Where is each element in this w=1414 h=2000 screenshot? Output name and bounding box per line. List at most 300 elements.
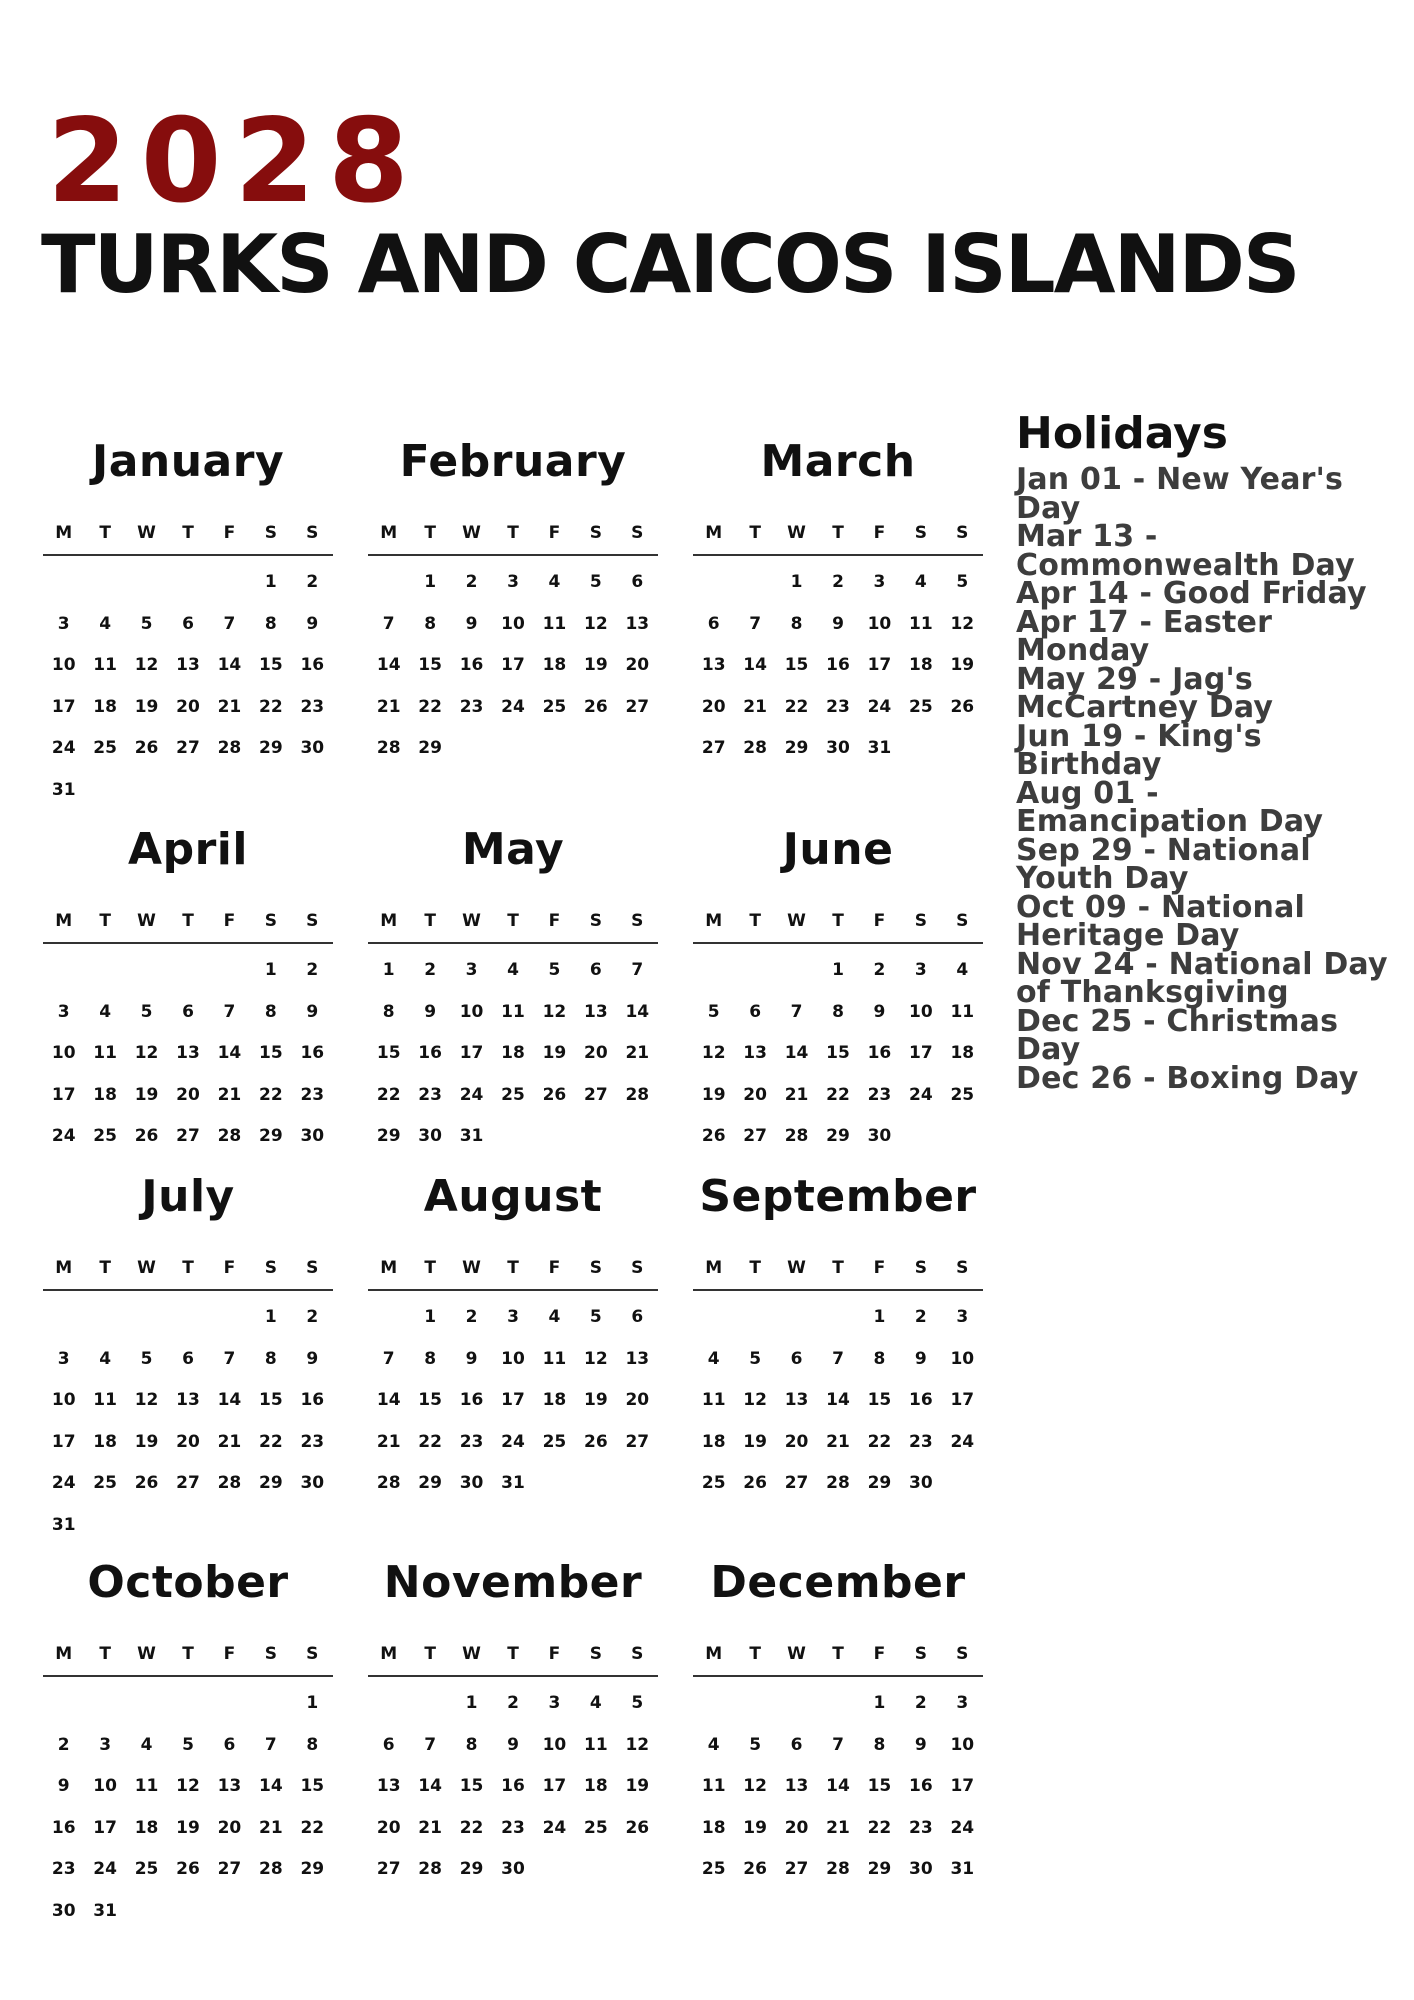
day-cell: 5 xyxy=(749,1734,762,1755)
month-name: September xyxy=(699,1171,977,1222)
day-cell: 19 xyxy=(743,1817,767,1838)
day-cell: 1 xyxy=(264,572,277,592)
day-cell: 12 xyxy=(625,1734,650,1755)
day-cell: 27 xyxy=(784,1859,809,1879)
empty-cell xyxy=(84,570,125,612)
day-cell: 4 xyxy=(548,572,561,592)
weekday-label: F xyxy=(548,911,561,931)
day-cell: 26 xyxy=(542,1084,567,1105)
day-cell: 3 xyxy=(57,613,70,634)
holiday-item: Jun 19 - King's Birthday xyxy=(1016,718,1262,782)
day-cell: 22 xyxy=(259,696,283,717)
month-name: November xyxy=(383,1557,643,1608)
day-cell: 16 xyxy=(867,1043,892,1063)
empty-cell xyxy=(776,1305,817,1347)
month-june xyxy=(693,824,983,1166)
day-cell: 11 xyxy=(93,655,117,675)
day-cell: 27 xyxy=(176,1473,200,1493)
weekday-label: F xyxy=(223,1258,236,1278)
day-cell: 3 xyxy=(956,1693,969,1713)
day-cell: 27 xyxy=(625,1431,650,1452)
day-cell: 8 xyxy=(264,613,277,634)
day-cell: 19 xyxy=(584,1390,608,1410)
day-cell: 20 xyxy=(584,1043,608,1063)
holiday-item: Nov 24 - National Day of Thanksgiving xyxy=(1016,946,1388,1010)
day-cell: 18 xyxy=(701,1431,726,1452)
weekday-label: S xyxy=(264,523,277,543)
day-cell: 21 xyxy=(625,1043,650,1063)
day-cell: 18 xyxy=(542,655,567,675)
day-cell: 2 xyxy=(306,960,319,980)
day-cell: 11 xyxy=(93,1043,117,1063)
month-october xyxy=(43,1557,333,1940)
day-cell: 6 xyxy=(182,613,194,634)
day-cell: 22 xyxy=(784,696,809,717)
day-cell: 17 xyxy=(501,1390,525,1410)
day-cell: 13 xyxy=(625,613,650,634)
empty-cell xyxy=(167,1691,208,1733)
weekday-label: T xyxy=(424,1258,436,1278)
day-cell: 7 xyxy=(424,1734,437,1755)
day-cell: 10 xyxy=(909,1001,933,1022)
day-cell: 23 xyxy=(867,1084,892,1105)
day-cell: 14 xyxy=(376,655,401,675)
day-cell: 15 xyxy=(459,1776,484,1796)
day-cell: 20 xyxy=(625,655,650,675)
day-cell: 1 xyxy=(873,1307,886,1327)
day-cell: 31 xyxy=(93,1900,117,1921)
day-cell: 7 xyxy=(631,960,644,980)
day-cell: 25 xyxy=(950,1084,975,1105)
weekday-label: F xyxy=(223,1644,236,1664)
day-cell: 26 xyxy=(584,1431,608,1452)
weekday-label: T xyxy=(182,1644,194,1664)
day-cell: 5 xyxy=(589,572,602,592)
weekday-label: W xyxy=(787,1258,806,1278)
day-cell: 12 xyxy=(584,613,608,634)
day-cell: 1 xyxy=(382,960,395,980)
month-name: March xyxy=(760,436,916,487)
weekday-label: T xyxy=(507,523,519,543)
weekday-label: T xyxy=(507,1644,519,1664)
day-cell: 3 xyxy=(57,1348,70,1369)
day-cell: 7 xyxy=(832,1348,844,1369)
day-cell: 3 xyxy=(99,1734,112,1755)
weekday-label: W xyxy=(462,1644,481,1664)
day-cell: 5 xyxy=(956,572,969,592)
weekday-header xyxy=(693,1260,983,1291)
day-cell: 26 xyxy=(743,1473,767,1493)
month-name: August xyxy=(423,1171,603,1222)
day-cell: 8 xyxy=(790,613,803,634)
day-cell: 11 xyxy=(93,1390,117,1410)
day-cell: 15 xyxy=(418,655,442,675)
day-cell: 1 xyxy=(264,960,277,980)
day-cell: 12 xyxy=(176,1776,200,1796)
day-cell: 6 xyxy=(382,1734,395,1755)
day-cell: 13 xyxy=(176,1390,200,1410)
weekday-header xyxy=(43,525,333,556)
day-cell: 6 xyxy=(182,1348,194,1369)
day-grid xyxy=(368,944,658,1166)
weekday-label: T xyxy=(507,911,519,931)
day-cell: 26 xyxy=(701,1126,726,1146)
empty-cell xyxy=(43,958,84,1000)
day-cell: 19 xyxy=(584,655,608,675)
day-cell: 10 xyxy=(93,1776,117,1796)
day-cell: 17 xyxy=(93,1817,117,1838)
weekday-label: M xyxy=(55,1258,73,1278)
weekday-label: F xyxy=(548,523,561,543)
weekday-label: S xyxy=(914,1644,927,1664)
weekday-label: M xyxy=(380,523,398,543)
day-cell: 26 xyxy=(176,1859,200,1879)
weekday-label: S xyxy=(306,911,319,931)
day-cell: 16 xyxy=(459,1390,484,1410)
day-cell: 18 xyxy=(93,1084,117,1105)
day-cell: 25 xyxy=(93,1473,117,1493)
weekday-header xyxy=(43,1646,333,1677)
day-cell: 16 xyxy=(909,1390,933,1410)
day-cell: 19 xyxy=(134,1431,159,1452)
day-cell: 7 xyxy=(223,613,236,634)
day-cell: 5 xyxy=(749,1348,762,1369)
day-cell: 31 xyxy=(51,779,76,800)
day-cell: 2 xyxy=(914,1307,927,1327)
day-cell: 31 xyxy=(51,1514,76,1535)
day-cell: 10 xyxy=(542,1734,567,1755)
day-cell: 18 xyxy=(501,1043,525,1063)
day-cell: 7 xyxy=(382,613,395,634)
day-cell: 27 xyxy=(784,1473,809,1493)
weekday-label: S xyxy=(306,1644,319,1664)
day-cell: 3 xyxy=(873,572,886,592)
day-cell: 24 xyxy=(51,1473,76,1493)
day-cell: 29 xyxy=(418,738,442,758)
day-cell: 10 xyxy=(459,1001,484,1022)
day-cell: 4 xyxy=(707,1348,720,1369)
day-cell: 25 xyxy=(701,1473,726,1493)
month-april xyxy=(43,824,333,1166)
weekday-label: S xyxy=(589,1644,602,1664)
day-cell: 3 xyxy=(956,1307,969,1327)
holiday-item: Sep 29 - National Youth Day xyxy=(1016,832,1311,896)
day-cell: 8 xyxy=(382,1001,395,1022)
weekday-label: F xyxy=(873,1258,886,1278)
day-cell: 31 xyxy=(950,1859,975,1879)
month-name: April xyxy=(128,824,248,875)
empty-cell xyxy=(368,570,409,612)
day-cell: 2 xyxy=(832,572,844,592)
day-cell: 5 xyxy=(589,1307,602,1327)
day-cell: 22 xyxy=(259,1431,283,1452)
day-cell: 24 xyxy=(459,1084,484,1105)
weekday-label: T xyxy=(749,1258,761,1278)
day-cell: 17 xyxy=(909,1043,933,1063)
holiday-item: May 29 - Jag's McCartney Day xyxy=(1016,661,1274,725)
day-cell: 15 xyxy=(867,1390,892,1410)
empty-cell xyxy=(734,1691,775,1733)
weekday-label: S xyxy=(306,523,319,543)
day-cell: 22 xyxy=(418,696,442,717)
weekday-label: M xyxy=(705,911,723,931)
empty-cell xyxy=(84,958,125,1000)
day-cell: 21 xyxy=(418,1817,442,1838)
weekday-label: S xyxy=(631,523,644,543)
day-cell: 25 xyxy=(584,1817,608,1838)
weekday-label: W xyxy=(137,523,156,543)
weekday-label: S xyxy=(306,1258,319,1278)
day-cell: 15 xyxy=(376,1043,401,1063)
day-cell: 21 xyxy=(217,1084,242,1105)
month-name: February xyxy=(399,436,627,487)
day-cell: 22 xyxy=(376,1084,401,1105)
month-name: July xyxy=(141,1171,235,1222)
day-cell: 11 xyxy=(501,1001,525,1022)
day-cell: 28 xyxy=(625,1084,650,1105)
month-november xyxy=(368,1557,658,1899)
day-cell: 10 xyxy=(51,1390,76,1410)
day-cell: 12 xyxy=(743,1776,767,1796)
day-cell: 8 xyxy=(424,1348,437,1369)
day-cell: 4 xyxy=(99,1348,112,1369)
day-cell: 14 xyxy=(743,655,767,675)
day-cell: 31 xyxy=(459,1126,484,1146)
day-cell: 11 xyxy=(950,1001,975,1022)
weekday-header xyxy=(43,1260,333,1291)
day-cell: 27 xyxy=(625,696,650,717)
day-cell: 24 xyxy=(950,1817,975,1838)
day-cell: 23 xyxy=(300,1084,325,1105)
weekday-label: T xyxy=(182,911,194,931)
day-cell: 26 xyxy=(134,1126,159,1146)
day-cell: 4 xyxy=(707,1734,720,1755)
month-name: May xyxy=(461,824,565,875)
day-cell: 29 xyxy=(259,1473,283,1493)
weekday-header xyxy=(368,525,658,556)
weekday-label: T xyxy=(424,1644,436,1664)
day-cell: 27 xyxy=(701,738,726,758)
day-cell: 13 xyxy=(217,1776,242,1796)
day-cell: 23 xyxy=(826,696,850,717)
weekday-label: W xyxy=(137,1258,156,1278)
day-cell: 27 xyxy=(176,738,200,758)
day-cell: 11 xyxy=(701,1390,726,1410)
day-cell: 6 xyxy=(749,1001,762,1022)
day-cell: 12 xyxy=(950,613,975,634)
day-cell: 17 xyxy=(51,1084,76,1105)
weekday-label: S xyxy=(264,1644,277,1664)
empty-cell xyxy=(167,1305,208,1347)
weekday-label: S xyxy=(956,523,969,543)
day-cell: 26 xyxy=(134,738,159,758)
day-cell: 29 xyxy=(867,1473,892,1493)
month-march xyxy=(693,436,983,778)
empty-cell xyxy=(776,1691,817,1733)
day-cell: 25 xyxy=(909,696,933,717)
day-cell: 17 xyxy=(459,1043,484,1063)
day-cell: 9 xyxy=(914,1734,927,1755)
holiday-item: Jan 01 - New Year's Day xyxy=(1016,462,1344,526)
day-cell: 23 xyxy=(51,1859,76,1879)
month-name: January xyxy=(91,436,285,487)
day-cell: 15 xyxy=(259,655,283,675)
day-cell: 4 xyxy=(507,960,519,980)
weekday-label: F xyxy=(223,911,236,931)
day-cell: 15 xyxy=(259,1390,283,1410)
weekday-label: M xyxy=(55,523,73,543)
day-cell: 10 xyxy=(51,1043,76,1063)
weekday-label: M xyxy=(380,1258,398,1278)
day-cell: 5 xyxy=(631,1693,644,1713)
weekday-label: T xyxy=(424,523,436,543)
day-cell: 29 xyxy=(826,1126,850,1146)
day-cell: 3 xyxy=(507,1307,519,1327)
day-cell: 4 xyxy=(140,1734,153,1755)
day-cell: 29 xyxy=(418,1473,442,1493)
day-cell: 19 xyxy=(176,1817,200,1838)
weekday-label: S xyxy=(589,911,602,931)
day-cell: 30 xyxy=(51,1900,76,1921)
day-cell: 16 xyxy=(300,655,325,675)
empty-cell xyxy=(167,958,208,1000)
day-cell: 13 xyxy=(701,655,726,675)
day-cell: 14 xyxy=(418,1776,442,1796)
day-cell: 6 xyxy=(790,1348,803,1369)
day-cell: 22 xyxy=(826,1084,850,1105)
weekday-label: M xyxy=(705,1258,723,1278)
day-cell: 23 xyxy=(300,696,325,717)
weekday-label: S xyxy=(589,1258,602,1278)
day-cell: 15 xyxy=(300,1776,325,1796)
day-cell: 11 xyxy=(701,1776,726,1796)
day-cell: 24 xyxy=(867,696,892,717)
day-cell: 7 xyxy=(382,1348,395,1369)
day-cell: 11 xyxy=(542,1348,567,1369)
day-cell: 21 xyxy=(217,696,242,717)
day-cell: 30 xyxy=(867,1126,892,1146)
day-cell: 22 xyxy=(459,1817,484,1838)
weekday-label: M xyxy=(380,911,398,931)
day-cell: 23 xyxy=(418,1084,442,1105)
weekday-label: F xyxy=(873,911,886,931)
day-cell: 27 xyxy=(376,1859,401,1879)
empty-cell xyxy=(84,1691,125,1733)
day-cell: 24 xyxy=(51,1126,76,1146)
day-cell: 5 xyxy=(140,613,153,634)
day-cell: 20 xyxy=(784,1817,809,1838)
weekday-label: S xyxy=(914,911,927,931)
weekday-label: S xyxy=(631,1644,644,1664)
day-cell: 9 xyxy=(465,613,478,634)
weekday-label: T xyxy=(832,523,844,543)
weekday-label: S xyxy=(631,1258,644,1278)
day-cell: 29 xyxy=(784,738,809,758)
empty-cell xyxy=(126,570,167,612)
weekday-label: S xyxy=(264,1258,277,1278)
day-cell: 24 xyxy=(51,738,76,758)
day-cell: 10 xyxy=(501,613,525,634)
weekday-label: T xyxy=(99,523,111,543)
weekday-header xyxy=(693,525,983,556)
day-cell: 19 xyxy=(134,1084,159,1105)
day-grid xyxy=(693,1677,983,1899)
day-cell: 30 xyxy=(418,1126,442,1146)
day-cell: 25 xyxy=(542,696,567,717)
day-cell: 17 xyxy=(51,696,76,717)
day-cell: 16 xyxy=(909,1776,933,1796)
empty-cell xyxy=(817,1691,858,1733)
day-cell: 12 xyxy=(701,1043,726,1063)
weekday-header xyxy=(693,1646,983,1677)
day-cell: 13 xyxy=(784,1390,809,1410)
day-cell: 4 xyxy=(589,1693,602,1713)
day-cell: 18 xyxy=(134,1817,159,1838)
day-cell: 7 xyxy=(223,1001,236,1022)
day-cell: 9 xyxy=(873,1001,886,1022)
day-cell: 9 xyxy=(424,1001,437,1022)
day-cell: 13 xyxy=(376,1776,401,1796)
day-cell: 30 xyxy=(501,1859,525,1879)
day-cell: 13 xyxy=(176,655,200,675)
day-cell: 17 xyxy=(51,1431,76,1452)
empty-cell xyxy=(43,1691,84,1733)
day-cell: 21 xyxy=(259,1817,283,1838)
weekday-label: T xyxy=(99,1644,111,1664)
weekday-label: F xyxy=(873,523,886,543)
day-cell: 1 xyxy=(264,1307,277,1327)
day-grid xyxy=(43,944,333,1166)
day-cell: 2 xyxy=(507,1693,519,1713)
day-cell: 30 xyxy=(300,1126,325,1146)
year-heading: 2028 xyxy=(47,94,422,229)
day-cell: 22 xyxy=(259,1084,283,1105)
day-cell: 10 xyxy=(950,1348,975,1369)
day-cell: 28 xyxy=(217,1473,242,1493)
day-cell: 21 xyxy=(376,696,401,717)
empty-cell xyxy=(734,958,775,1000)
day-cell: 30 xyxy=(909,1473,933,1493)
day-cell: 5 xyxy=(707,1001,720,1022)
day-cell: 13 xyxy=(743,1043,767,1063)
day-cell: 1 xyxy=(873,1693,886,1713)
weekday-label: F xyxy=(873,1644,886,1664)
day-cell: 4 xyxy=(99,613,112,634)
weekday-label: W xyxy=(462,523,481,543)
day-cell: 27 xyxy=(584,1084,608,1105)
day-cell: 6 xyxy=(631,1307,644,1327)
weekday-label: S xyxy=(956,1644,969,1664)
day-cell: 14 xyxy=(625,1001,650,1022)
day-cell: 25 xyxy=(93,738,117,758)
day-cell: 23 xyxy=(300,1431,325,1452)
holiday-item: Oct 09 - National Heritage Day xyxy=(1016,889,1306,953)
day-cell: 30 xyxy=(300,738,325,758)
weekday-label: W xyxy=(137,911,156,931)
day-cell: 28 xyxy=(217,738,242,758)
weekday-label: T xyxy=(749,523,761,543)
day-cell: 24 xyxy=(501,696,525,717)
day-cell: 5 xyxy=(182,1734,194,1755)
day-cell: 13 xyxy=(176,1043,200,1063)
empty-cell xyxy=(734,1305,775,1347)
day-cell: 29 xyxy=(376,1126,401,1146)
day-cell: 1 xyxy=(424,572,437,592)
day-cell: 2 xyxy=(57,1734,70,1755)
day-grid xyxy=(43,556,333,819)
day-cell: 23 xyxy=(459,1431,484,1452)
day-cell: 21 xyxy=(217,1431,242,1452)
